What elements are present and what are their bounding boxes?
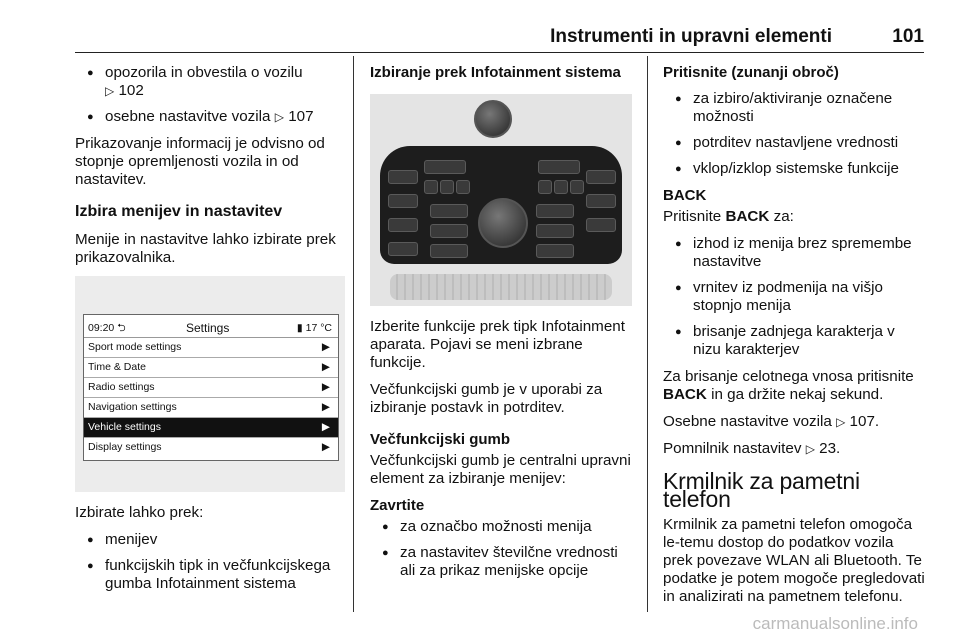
page-number: 101	[892, 26, 924, 47]
bullet-list-2	[663, 235, 925, 359]
subheading: Pritisnite (zunanji obroč)	[663, 64, 839, 81]
paragraph: Prikazovanje informacij je odvisno od stopnje opremljenosti vozila in od nastavitev.	[75, 135, 325, 188]
paragraph: Izberite funkcije prek tipk Infotainment aparata. Pojavi se meni izbrane funkcije.	[370, 318, 625, 371]
settings-screen-image	[75, 276, 345, 492]
chevron-right-icon: ▶	[321, 441, 330, 453]
section-heading: Krmilnik za pametni telefon	[663, 468, 860, 512]
page-header	[75, 22, 924, 53]
paragraph: Osebne nastavitve vozila ▷ 107.	[663, 413, 880, 430]
chevron-right-icon: ▶	[321, 341, 330, 353]
back-button-icon	[430, 244, 468, 258]
list-item: ● opozorila in obvestila o vozilu ▷ 102	[75, 64, 345, 100]
paragraph: Pomnilnik nastavitev ▷ 23.	[663, 440, 841, 457]
paragraph: Krmilnik za pametni telefon omogoča le-temu dostop do podatkov vozila prek povezave WLAN ali Bluetooth. Te podatke je potem mogoče pregledovati in analizirati na pametnem telefonu.	[663, 516, 925, 605]
volume-knob-icon	[474, 100, 512, 138]
list-item: ● funkcijskih tipk in večfunkcijskega gumba Infotainment sistema	[75, 557, 345, 593]
config-button-icon	[536, 204, 574, 218]
paragraph: Pritisnite BACK za:	[663, 208, 794, 225]
paragraph: Menije in nastavitve lahko izbirate prek prikazovalnika.	[75, 231, 336, 266]
preset-2-icon	[440, 180, 454, 194]
chevron-right-icon: ▶	[321, 381, 330, 393]
bullet-list	[370, 518, 632, 580]
preset-5-icon	[554, 180, 568, 194]
preset-3-icon	[456, 180, 470, 194]
display-screen	[83, 314, 339, 461]
subheading: Zavrtite	[370, 497, 425, 514]
dest-button-icon	[430, 204, 468, 218]
paragraph: Za brisanje celotnega vnosa pritisnite BACK in ga držite nekaj sekund.	[663, 368, 914, 403]
preset-4-icon	[538, 180, 552, 194]
column-2	[370, 64, 632, 589]
preset-6-icon	[570, 180, 584, 194]
info-button-icon	[536, 244, 574, 258]
list-item: ● za nastavitev številčne vrednosti ali za prikaz menijske opcije	[370, 544, 632, 580]
column-3	[663, 64, 925, 615]
seek-back-button-icon	[424, 160, 466, 174]
menu-row-selected: Vehicle settings ▶	[84, 418, 338, 438]
phone-button-icon	[388, 242, 418, 256]
screen-title: Settings	[186, 321, 230, 335]
paragraph: Večfunkcijski gumb je v uporabi za izbiranje postavk in potrditev.	[370, 381, 603, 416]
column-1	[75, 64, 345, 602]
page-ref-icon: ▷	[805, 442, 815, 456]
nav-button-icon	[388, 218, 418, 232]
list-item: ● vrnitev iz podmenija na višjo stopnjo menija	[663, 279, 925, 315]
screen-time: 09:20 ⮌	[88, 322, 126, 334]
power-button-icon	[586, 218, 616, 232]
list-item: ● osebne nastavitve vozila ▷ 107	[75, 108, 345, 126]
opt-button-icon	[430, 224, 468, 238]
page-ref-icon: ▷	[836, 415, 846, 429]
vent-grille	[390, 274, 612, 300]
menu-row: Time & Date ▶	[84, 358, 338, 378]
list-item: ● izhod iz menija brez spremembe nastavitve	[663, 235, 925, 271]
menu-row: Navigation settings ▶	[84, 398, 338, 418]
infotainment-panel-image	[370, 94, 632, 306]
section-heading: Izbira menijev in nastavitev	[75, 203, 283, 220]
list-item: ● menijev	[75, 531, 345, 549]
tp-button-icon	[586, 194, 616, 208]
menu-row: Sport mode settings ▶	[84, 338, 338, 358]
paragraph: Izbirate lahko prek:	[75, 504, 204, 521]
page-title: Instrumenti in upravni elementi	[550, 26, 832, 47]
chevron-right-icon: ▶	[321, 401, 330, 413]
tone-button-icon	[536, 224, 574, 238]
list-item: ● brisanje zadnjega karakterja v nizu karakterjev	[663, 323, 925, 359]
bullet-list-1	[663, 90, 925, 178]
subheading: Večfunkcijski gumb	[370, 431, 511, 448]
column-divider-2	[647, 56, 648, 612]
list-item: ● za izbiro/aktiviranje označene možnosti	[663, 90, 925, 126]
list-item: ● potrditev nastavljene vrednosti	[663, 134, 925, 152]
paragraph: Večfunkcijski gumb je centralni upravni element za izbiranje menijev:	[370, 452, 631, 487]
watermark: carmanualsonline.info	[752, 614, 918, 633]
bullet-list-bottom	[75, 531, 345, 593]
multifunction-knob-icon	[478, 198, 528, 248]
chevron-right-icon: ▶	[321, 421, 330, 433]
list-item: ● vklop/izklop sistemske funkcije	[663, 160, 925, 178]
cdaux-button-icon	[388, 194, 418, 208]
screen-header	[84, 315, 338, 338]
page-ref-icon: ▷	[274, 110, 284, 124]
chevron-right-icon: ▶	[321, 361, 330, 373]
page-ref-icon: ▷	[105, 84, 115, 98]
menu-row: Radio settings ▶	[84, 378, 338, 398]
section-heading: Izbiranje prek Infotainment sistema	[370, 64, 621, 81]
thermometer-icon: ▮	[296, 322, 303, 334]
preset-1-icon	[424, 180, 438, 194]
radio-button-icon	[388, 170, 418, 184]
fav-button-icon	[586, 170, 616, 184]
column-divider-1	[353, 56, 354, 612]
list-item: ● za označbo možnosti menija	[370, 518, 632, 536]
seek-forward-button-icon	[538, 160, 580, 174]
screen-temp: ▮ 17 °C	[296, 322, 332, 334]
menu-row: Display settings ▶	[84, 438, 338, 457]
subheading: BACK	[663, 187, 707, 204]
bullet-list-top	[75, 64, 345, 126]
control-panel	[380, 146, 622, 264]
back-icon: ⮌	[117, 322, 126, 334]
